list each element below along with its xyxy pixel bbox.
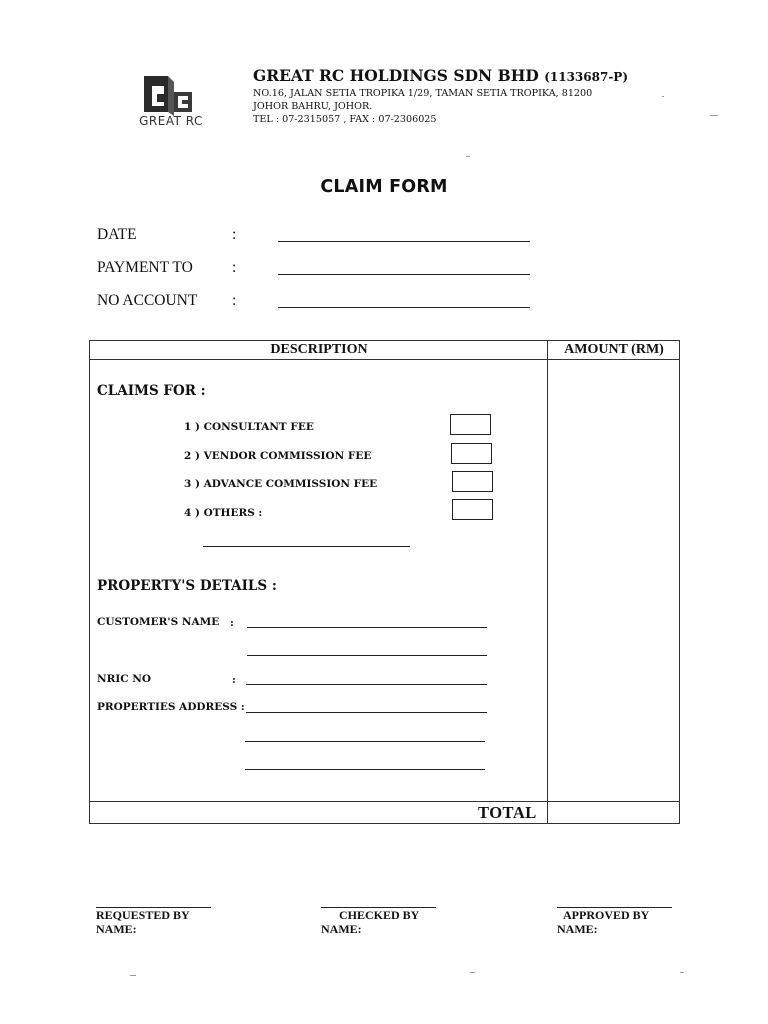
checked-by-name-label: NAME: bbox=[321, 922, 362, 936]
consultant-fee-checkbox[interactable] bbox=[450, 414, 491, 435]
company-address-line-1: NO.16, JALAN SETIA TROPIKA 1/29, TAMAN SETIA TROPIKA, 81200 bbox=[253, 88, 593, 99]
nric-field[interactable] bbox=[246, 684, 487, 685]
no-account-colon: : bbox=[232, 292, 237, 309]
vendor-commission-checkbox[interactable] bbox=[451, 443, 492, 464]
nric-label: NRIC NO bbox=[97, 673, 151, 685]
great-rc-logo-icon bbox=[128, 72, 214, 128]
scan-speck bbox=[130, 975, 136, 976]
company-reg-no: (1133687-P) bbox=[544, 70, 628, 84]
customer-name-label: CUSTOMER'S NAME bbox=[97, 616, 220, 628]
table-total-divider bbox=[90, 801, 679, 802]
description-header: DESCRIPTION bbox=[270, 342, 368, 357]
properties-address-field-3[interactable] bbox=[245, 769, 485, 770]
company-contact: TEL : 07-2315057 , FAX : 07-2306025 bbox=[253, 114, 437, 125]
approved-by-name-label: NAME: bbox=[557, 922, 598, 936]
date-field[interactable] bbox=[278, 241, 530, 242]
requested-by-label: REQUESTED BY bbox=[96, 908, 190, 922]
scan-speck bbox=[466, 156, 470, 157]
requested-by-name-label: NAME: bbox=[96, 922, 137, 936]
properties-address-field-2[interactable] bbox=[245, 741, 485, 742]
approved-by-label: APPROVED BY bbox=[563, 908, 650, 922]
payment-to-colon: : bbox=[232, 259, 237, 276]
properties-address-label: PROPERTIES ADDRESS : bbox=[97, 701, 245, 713]
customer-name-colon: : bbox=[230, 617, 234, 629]
advance-commission-checkbox[interactable] bbox=[452, 471, 493, 492]
payment-to-field[interactable] bbox=[278, 274, 530, 275]
claims-heading: CLAIMS FOR : bbox=[97, 383, 206, 399]
table-column-divider bbox=[547, 341, 548, 823]
scan-speck bbox=[470, 972, 475, 973]
svg-text:GREAT RC: GREAT RC bbox=[139, 114, 203, 128]
nric-colon: : bbox=[232, 674, 236, 686]
company-logo bbox=[128, 72, 214, 128]
checked-by-label: CHECKED BY bbox=[339, 908, 420, 922]
payment-to-label: PAYMENT TO bbox=[97, 259, 193, 276]
claim-item-others: 4 ) OTHERS : bbox=[184, 507, 263, 519]
claim-item-consultant-fee: 1 ) CONSULTANT FEE bbox=[184, 421, 314, 433]
claim-item-vendor-commission: 2 ) VENDOR COMMISSION FEE bbox=[184, 450, 372, 462]
others-field[interactable] bbox=[203, 546, 410, 547]
form-title: CLAIM FORM bbox=[320, 177, 448, 197]
date-colon: : bbox=[232, 226, 237, 243]
properties-address-field-1[interactable] bbox=[246, 712, 487, 713]
others-checkbox[interactable] bbox=[452, 499, 493, 520]
amount-header: AMOUNT (RM) bbox=[564, 342, 664, 357]
scan-speck bbox=[680, 972, 684, 973]
company-name: GREAT RC HOLDINGS SDN BHD (1133687-P) bbox=[253, 66, 628, 85]
customer-name-field[interactable] bbox=[247, 627, 487, 628]
property-details-heading: PROPERTY'S DETAILS : bbox=[97, 578, 277, 594]
no-account-label: NO ACCOUNT bbox=[97, 292, 198, 309]
scan-speck bbox=[662, 96, 664, 97]
scan-speck bbox=[710, 115, 718, 116]
claim-item-advance-commission: 3 ) ADVANCE COMMISSION FEE bbox=[184, 478, 378, 490]
table-header-divider bbox=[90, 359, 679, 360]
company-address-line-2: JOHOR BAHRU, JOHOR. bbox=[253, 101, 373, 112]
customer-name-field-2[interactable] bbox=[247, 655, 487, 656]
date-label: DATE bbox=[97, 226, 137, 243]
no-account-field[interactable] bbox=[278, 307, 530, 308]
total-label: TOTAL bbox=[478, 803, 537, 822]
